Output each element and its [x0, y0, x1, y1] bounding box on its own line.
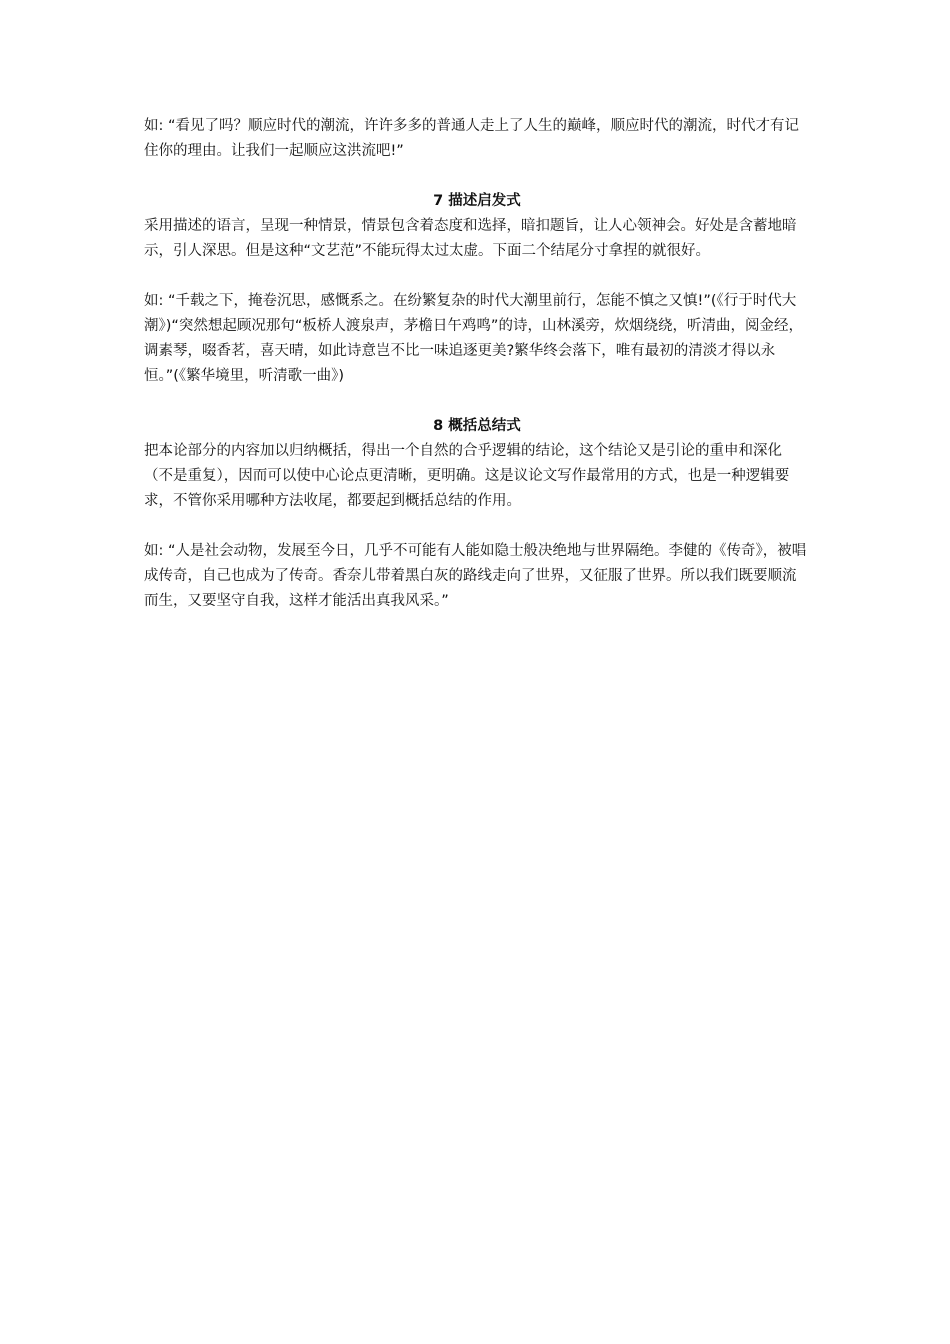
spacer [144, 514, 810, 539]
example-paragraph-7: 如: “千载之下，掩卷沉思，感慨系之。在纷繁复杂的时代大潮里前行，怎能不慎之又慎!”(《行于时代大潮》)“突然想起顾况那句“板桥人渡泉声，茅檐日午鸡鸣”的诗，山林溪旁，炊烟绕绕，听清曲，阅金经，调素琴，啜香茗，喜天晴，如此诗意岂不比一味追逐更美?繁华终会落下，唯有最初的清淡才得以永恒。”(《繁华境里，听清歌一曲》) [144, 293, 803, 384]
section-heading-8: 8 概括总结式 [433, 418, 521, 434]
section-body-7: 采用描述的语言，呈现一种情景，情景包含着态度和选择，暗扣题旨，让人心领神会。好处是含蓄地暗示，引人深思。但是这种“文艺范”不能玩得太过太虚。下面二个结尾分寸拿捏的就很好。 [144, 218, 797, 259]
spacer [144, 264, 810, 289]
example-paragraph-8: 如: “人是社会动物，发展至今日，几乎不可能有人能如隐士般决绝地与世界隔绝。李健的《传奇》，被唱成传奇，自己也成为了传奇。香奈儿带着黑白灰的路线走向了世界，又征服了世界。所以我们既要顺流而生，又要坚守自我，这样才能活出真我风采。” [144, 543, 807, 609]
spacer [144, 389, 810, 414]
example-paragraph-6: 如: “看见了吗？顺应时代的潮流，许许多多的普通人走上了人生的巅峰，顺应时代的潮流，时代才有记住你的理由。让我们一起顺应这洪流吧!” [144, 118, 800, 159]
spacer [144, 164, 810, 189]
section-heading-7: 7 描述启发式 [433, 193, 521, 209]
section-body-8: 把本论部分的内容加以归纳概括，得出一个自然的合乎逻辑的结论，这个结论又是引论的重申和深化（不是重复），因而可以使中心论点更清晰，更明确。这是议论文写作最常用的方式，也是一种逻辑要求，不管你采用哪种方法收尾，都要起到概括总结的作用。 [144, 443, 790, 509]
